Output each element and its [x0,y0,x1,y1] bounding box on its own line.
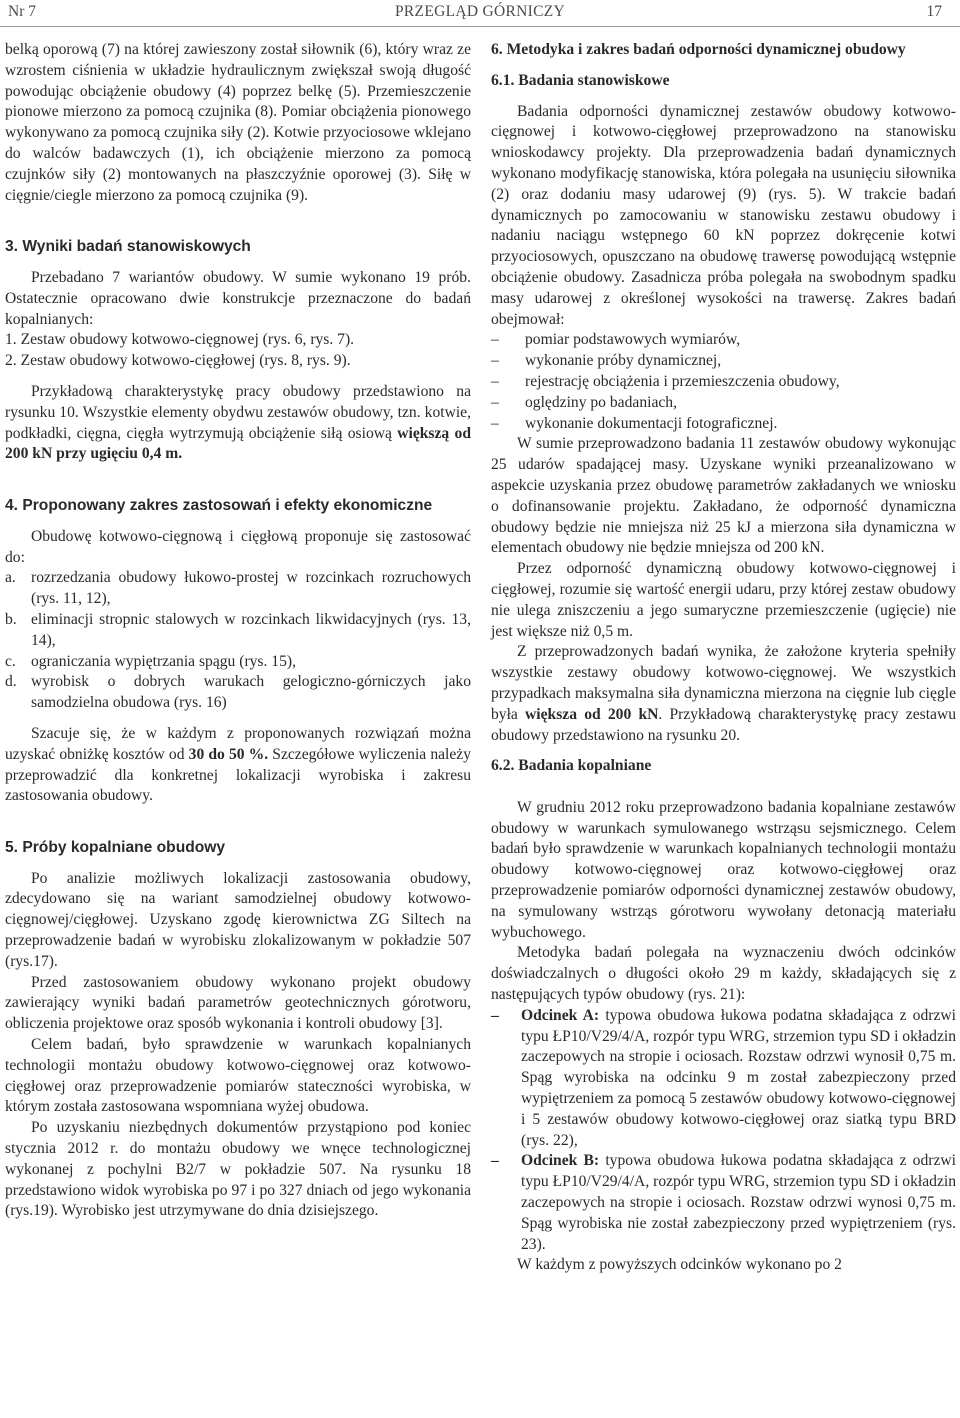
segment-list [491,1006,956,1256]
section-6-2-paragraph-2: Metodyka badań polegała na wyznaczeniu dwóch odcinków doświadczalnych o długości około 29 m każdy, składających się z następujących typów obudowy (rys. 21): [491,944,956,1004]
section-6-heading: 6. Metodyka i zakres badań odporności dynamicznej obudowy [491,41,906,58]
list-item: – rejestrację obciążenia i przemieszczenia obudowy, [491,372,956,393]
section-3-heading: 3. Wyniki badań stanowiskowych [5,238,251,256]
section-6-2-paragraph-3: W każdym z powyższych odcinków wykonano po 2 [517,1256,842,1274]
section-4-paragraph-1: Obudowę kotwowo-cięgnową i cięgłową proponuje się zastosować do: [5,527,471,566]
segment-b-item: – Odcinek B: typowa obudowa łukowa podatna składająca z odrzwi typu ŁP10/V29/4/A, rozpór typu WRG, strzemion typu SD i okładzin zaczepowych na stropie i ociosach. Rozstaw odrzwi wynosi 0,75 m. Spąg wyrobiska nie został zabezpieczony przed wypiętrzeniem (rys. 23). [491,1151,956,1255]
section-4-heading: 4. Proponowany zakres zastosowań i efekty ekonomiczne [5,496,433,514]
journal-title: PRZEGLĄD GÓRNICZY [395,3,565,20]
running-header [0,0,960,26]
section-6-1-paragraph-2: W sumie przeprowadzono badania 11 zestawów obudowy wykonując 25 udarów spadającej masy. Uzyskane wyniki przeanalizowano w aspekcie uzyskania przez obudowę parametrów zakładanych we wniosku o dofinansowanie projektu. Zakładano, że odporność dynamiczna obudowy będzie nie mniejsza niż 25 kJ a mierzona siła dynamiczna w elementach obudowy nie będzie mniejsza od 200 kN. [491,435,956,557]
issue-number: Nr 7 [8,3,36,20]
section-4-list [5,568,471,714]
segment-a-item: – Odcinek A: typowa obudowa łukowa podatna składająca z odrzwi typu ŁP10/V29/4/A, rozpór typu WRG, strzemion typu SD i okładzin zaczepowych na stropie i ociosach. Rozstaw odrzwi wynosił 0,75 m. Spąg wyrobiska na odcinku 9 m został zabezpieczony przed wypiętrzeniem za pomocą 5 zestawów obudowy kotwowo-cięgnowej i 5 zestawów obudowy kotwowo-cięgłowej oraz siatką typu BRD (rys. 22), [491,1006,956,1152]
list-item: 2. Zestaw obudowy kotwowo-cięgłowej (rys. 8, rys. 9). [5,352,351,370]
list-item: – oględziny po badaniach, [491,393,956,414]
section-5-heading: 5. Próby kopalniane obudowy [5,838,226,856]
left-column [5,40,471,1222]
section-6-1-paragraph-1: Badania odporności dynamicznej zestawów obudowy kotwowo-cięgnowej i kotwowo-cięgłowej przeprowadzono na stanowisku wnioskodawcy projekty. Dla przeprowadzenia badań dynamicznych wykonano modyfikację stanowiska, która polegała na usunięciu siłownika (2) oraz dodaniu masy udarowej (9) (rys. 5). W trakcie badań dynamicznych po zamocowaniu w stanowisku zestawu obudowy i nadaniu naciągu wstępnego 60 kN poprzez dokręcenie kotwi przyociosowych, opuszczano na obudowę trawersę powodującą wstępnie obciążenie obudowy. Zasadnicza próba polegała na swobodnym spadku masy udarowej z określonej wysokości na trawersę. Zakres badań obejmował: [491,102,956,328]
section-6-2-paragraph-1: W grudniu 2012 roku przeprowadzono badania kopalniane zestawów obudowy w warunkach symulowanego wstrząsu sejsmicznego. Celem badań było sprawdzenie w warunkach kopalnianych technologii montażu obudowy kotwowo-cięgnowej oraz kotwowo-cięgłowej oraz przeprowadzenie pomiarów odporności dynamicznej zestawów obudowy, na symulowany wstrząs górotworu wywołany detonacją materiału wybuchowego. [491,798,956,941]
section-4-paragraph-2: Szacuje się, że w każdym z proponowanych rozwiązań można uzyskać obniżkę kosztów od 30 do 50 %. Szczegółowe wyliczenia należy przeprowadzić dla konkretnej lokalizacji wyrobiska i zakresu zastosowania obudowy. [5,724,472,805]
section-6-1-paragraph-4: Z przeprowadzonych badań wynika, że założone kryteria spełniły wszystkie zestawy obudowy kotwowo-cięgnowej. We wszystkich przypadkach maksymalna siła dynamiczna mierzona na cięgnie lub cięgle była większa od 200 kN. Przykładową charakterystykę pracy zestawu obudowy przedstawiono na rysunku 20. [491,643,957,744]
list-item: – pomiar podstawowych wymiarów, [491,330,956,351]
section-3-paragraph-2: Przykładową charakterystykę pracy obudowy przedstawiono na rysunku 10. Wszystkie elementy obydwu zestawów obudowy, tzn. kotwie, podkładki, cięgna, cięgła wytrzymują obciążenie siłą osiową większą od 200 kN przy ugięciu 0,4 m. [5,382,471,463]
section-6-2-heading: 6.2. Badania kopalniane [491,757,652,775]
list-item: b. eliminacji stropnic stalowych w rozcinkach likwidacyjnych (rys. 13, 14), [5,610,471,649]
intro-paragraph: belką oporową (7) na której zawieszony został siłownik (6), który wraz ze wzrostem ciśnienia w układzie hydraulicznym zwiększał swoją długość powodując obciążenie obudowy (4) poprzez belkę (5). Przemieszczenie pionowe mierzono za pomocą czujnika (8). Pomiar obciążenia pionowego wykonywano za pomocą czujnika siły (2). Kotwie przyociosowe wklejano do walców badawczych (1), ich obciążenie mierzono za pomocą czujnków siły (2) montowanych na płaszczyźnie oporowej (3). Siłę w cięgnie/ciegle mierzono za pomocą czujnika (9). [5,41,471,204]
section-6-1-paragraph-3: Przez odporność dynamiczną obudowy kotwowo-cięgnowej i cięgłowej, rozumie się wartość energii udaru, przy której zestaw obudowy nie ulega zniszczeniu a jego sumaryczne przemieszczenie (ugięcie) nie jest większe niż 0,5 m. [491,560,956,640]
list-item: d. wyrobisk o dobrych warukach gelogiczno-górniczych jako samodzielna obudowa (rys. 16) [5,673,471,712]
section-5-paragraph-4: Po uzyskaniu niezbędnych dokumentów przystąpiono pod koniec stycznia 2012 r. do montażu obudowy we wnęce technologicznej wykonanej z pochylni B2/7 w pokładzie 507. Na rysunku 18 przedstawiono widok wyrobiska po 97 i po 327 dniach od jego wykonania (rys.19). Wyrobisko jest utrzymywane do dnia dzisiejszego. [5,1119,471,1220]
section-6-1-heading: 6.1. Badania stanowiskowe [491,71,670,89]
list-item: – wykonanie dokumentacji fotograficznej. [491,414,956,435]
list-item: 1. Zestaw obudowy kotwowo-cięgnowej (rys. 6, rys. 7). [5,331,355,349]
section-3-paragraph-1: Przebadano 7 wariantów obudowy. W sumie wykonano 19 prób. Ostatecznie opracowano dwie konstrukcje przeznaczone do badań kopalnianych: [5,268,471,328]
list-item: a. rozrzedzania obudowy łukowo-prostej w rozcinkach rozruchowych (rys. 11, 12), [5,569,471,608]
right-column [491,40,956,1276]
list-item: c. ograniczania wypiętrzania spągu (rys. 15), [5,652,296,670]
section-5-paragraph-1: Po analizie możliwych lokalizacji zastosowania obudowy, zdecydowano się na wariant samodzielnej obudowy kotwowo-cięgnowej/cięgłowej. Uzyskano zgodę kierownictwa ZG Siltech na przeprowadzenie badań w wyrobisku zlokalizowanym w pokładzie 507 (rys.17). [5,869,471,970]
list-item: – wykonanie próby dynamicznej, [491,351,956,372]
page-number: 17 [926,3,942,20]
section-5-paragraph-2: Przed zastosowaniem obudowy wykonano projekt obudowy zawierający wyniki badań parametrów geotechnicznych górotworu, obliczenia projektowe oraz sposób wykonania i kontroli obudowy [3]. [5,973,471,1033]
section-3-list [5,330,471,372]
section-6-1-list [491,330,956,434]
header-rule [0,26,960,27]
section-5-paragraph-3: Celem badań, było sprawdzenie w warunkach kopalnianych technologii montażu obudowy kotwowo-cięgnowej oraz kotwowo-cięgłowej oraz przeprowadzenie pomiarów stateczności wyrobiska, w którym została zastosowana wspomniana wyżej obudowa. [5,1036,471,1116]
